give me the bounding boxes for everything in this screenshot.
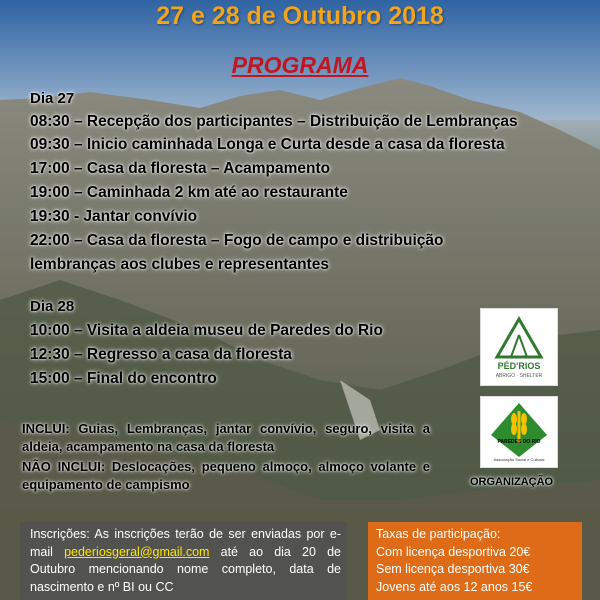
day-28-label: Dia 28 — [30, 298, 75, 315]
programa-heading: PROGRAMA — [231, 52, 369, 78]
schedule-item: 10:00 – Visita a aldeia museu de Paredes do Rio — [30, 322, 383, 339]
organizacao-label: ORGANIZAÇÃO — [470, 476, 554, 488]
schedule-item: 15:00 – Final do encontro — [30, 370, 217, 387]
schedule-item: 19:00 – Caminhada 2 km até ao restaurante — [30, 184, 348, 201]
paredes-logo-subtext: Associação Social e Cultural — [493, 457, 545, 462]
event-date-title: 27 e 28 de Outubro 2018 — [156, 2, 444, 30]
taxa-line: Jovens até aos 12 anos 15€ — [376, 579, 533, 594]
schedule-item: 12:30 – Regresso a casa da floresta — [30, 346, 292, 363]
schedule-item: 22:00 – Casa da floresta – Fogo de campo e distribuição — [30, 232, 444, 249]
taxas-box — [368, 522, 582, 600]
schedule-item: lembranças aos clubes e representantes — [30, 256, 329, 273]
day-27-label: Dia 27 — [30, 90, 75, 107]
inscricoes-text: Inscrições: As inscrições terão de ser enviadas por e-mail — [30, 527, 341, 559]
pederios-logo-subtext: ABRIGO · SHELTER — [495, 373, 543, 379]
inscricoes-box — [20, 522, 347, 600]
taxa-line: Sem licença desportiva 30€ — [376, 562, 530, 576]
paredes-logo-text: PAREDES DO RIO — [497, 439, 541, 445]
schedule-item: 08:30 – Recepção dos participantes – Distribuição de Lembranças — [30, 113, 518, 130]
taxas-title: Taxas de participação: — [376, 527, 501, 541]
nao-inclui-text: NÃO INCLUI: Deslocações, pequeno almoço, almoço volante e equipamento de campismo — [22, 459, 430, 492]
inclui-text: INCLUI: Guias, Lembranças, jantar convívio, seguro, visita a aldeia, acampamento na casa da floresta — [22, 421, 430, 454]
schedule-item: 09:30 – Inicio caminhada Longa e Curta desde a casa da floresta — [30, 136, 505, 153]
paredes-do-rio-logo — [480, 396, 558, 468]
pederios-logo-text: PÉD'RIOS — [497, 361, 541, 371]
contact-email-link[interactable]: pederiosgeral@gmail.com — [64, 544, 210, 559]
taxa-line: Com licença desportiva 20€ — [376, 544, 531, 559]
pederios-logo — [480, 308, 558, 386]
schedule-item: 19:30 - Jantar convívio — [30, 208, 198, 225]
inscricoes-text-cont: até ao dia 20 de Outubro mencionando nome completo, data de nascimento e nº BI ou CC — [30, 544, 341, 594]
schedule-item: 17:00 – Casa da floresta – Acampamento — [30, 160, 331, 177]
